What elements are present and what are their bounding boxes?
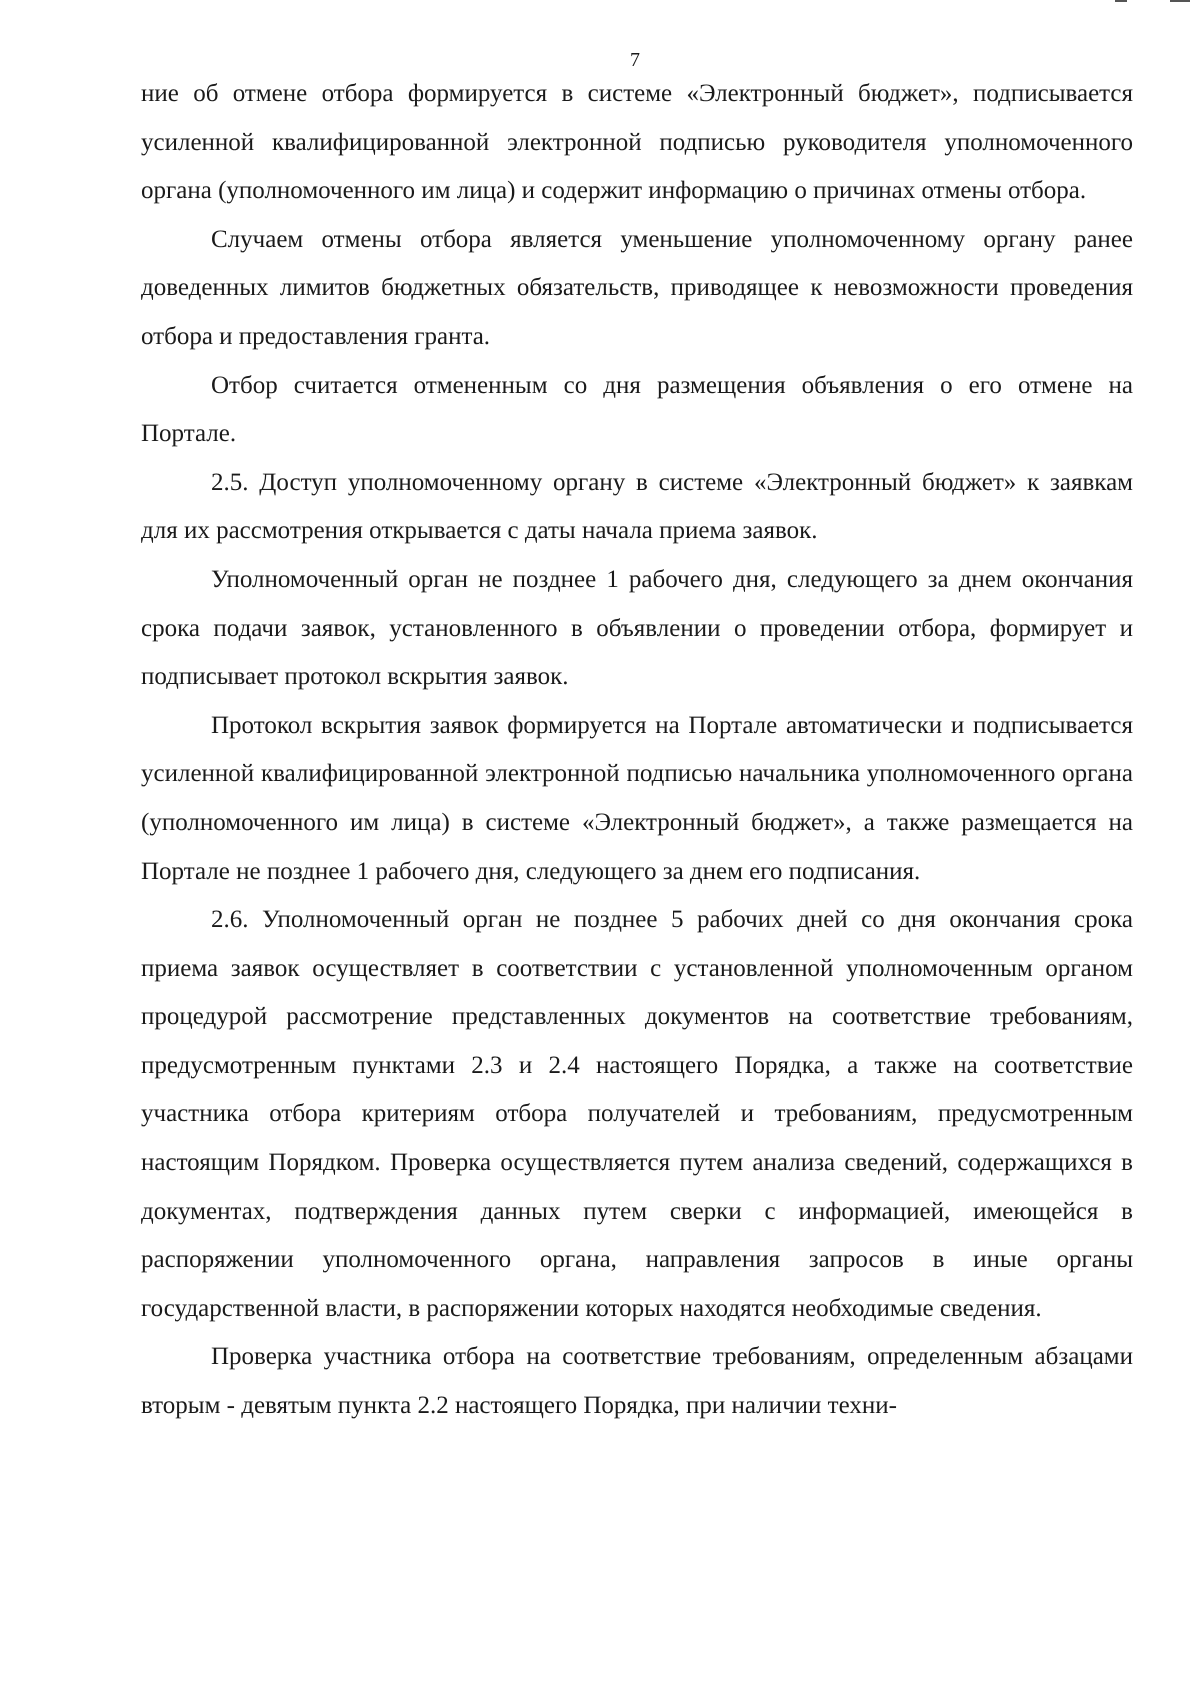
paragraph-section-2-6: 2.6. Уполномоченный орган не позднее 5 рабочих дней со дня окончания срока приема заявок осуществляет в соответствии с установленной уполномоченным органом процедурой рассмотрение представленных документов на соответствие требованиям, предусмотренным пунктами 2.3 и 2.4 настоящего Порядка, а также на соответствие участника отбора критериям отбора получателей и требованиям, предусмотренным настоящим Порядком. Проверка осуществляется путем анализа сведений, содержащихся в документах, подтверждения данных путем сверки с информацией, имеющейся в распоряжении уполномоченного органа, направления запросов в иные органы государственной власти, в распоряжении которых находятся необходимые сведения. xyxy=(141,906,1133,1322)
paragraph-section-2-5: 2.5. Доступ уполномоченному органу в системе «Электронный бюджет» к заявкам для их рассмотрения открывается с даты начала приема заявок. xyxy=(141,468,1133,545)
paragraph-cancellation-date: Отбор считается отмененным со дня размещения объявления о его отмене на Портале. xyxy=(141,371,1133,448)
paragraph-cancellation-case: Случаем отмены отбора является уменьшение уполномоченному органу ранее доведенных лимитов бюджетных обязательств, приводящее к невозможности проведения отбора и предоставления гранта. xyxy=(141,225,1133,350)
page-number: 7 xyxy=(630,49,640,71)
document-body xyxy=(141,70,1133,1431)
paragraph-continuation: ние об отмене отбора формируется в системе «Электронный бюджет», подписывается усиленной квалифицированной электронной подписью руководителя уполномоченного органа (уполномоченного им лица) и содержит информацию о причинах отмены отбора. xyxy=(141,80,1133,205)
paragraph-participant-check: Проверка участника отбора на соответствие требованиям, определенным абзацами вторым - девятым пункта 2.2 настоящего Порядка, при наличии техни- xyxy=(141,1343,1133,1420)
paragraph-opening-protocol: Уполномоченный орган не позднее 1 рабочего дня, следующего за днем окончания срока подачи заявок, установленного в объявлении о проведении отбора, формирует и подписывает протокол вскрытия заявок. xyxy=(141,565,1133,691)
paragraph-protocol-signing: Протокол вскрытия заявок формируется на Портале автоматически и подписывается усиленной квалифицированной электронной подписью начальника уполномоченного органа (уполномоченного им лица) в системе «Электронный бюджет», а также размещается на Портале не позднее 1 рабочего дня, следующего за днем его подписания. xyxy=(141,711,1133,885)
scan-edge-mark xyxy=(1020,0,1200,10)
